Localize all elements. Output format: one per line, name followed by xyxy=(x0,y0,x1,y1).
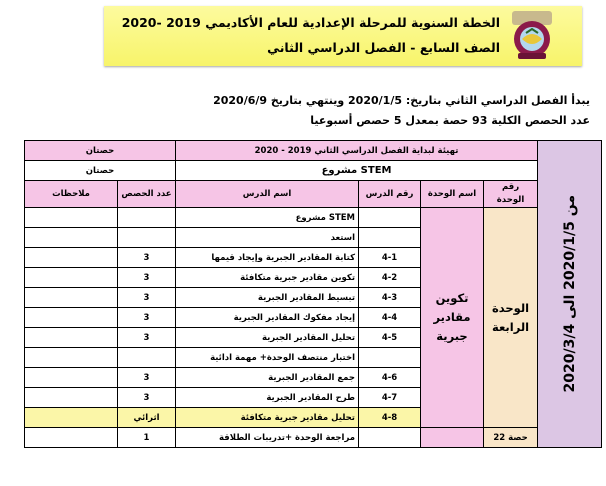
header-unit-no: رقم الوحدة xyxy=(484,181,538,208)
row-lesson-name: تكوين مقادير جبرية متكافئة xyxy=(176,268,359,288)
row-lesson-name: اختبار منتصف الوحدة+ مهمة ادائية xyxy=(176,348,359,368)
row-lesson-name: كتابة المقادير الجبرية وإيجاد قيمها xyxy=(176,248,359,268)
row-periods: 3 xyxy=(118,288,176,308)
plan-title: الخطة السنوية للمرحلة الإعدادية للعام الأكاديمي 2019 -2020 xyxy=(121,15,500,30)
row-lesson-name: جمع المقادير الجبرية xyxy=(176,368,359,388)
row-lesson-name: مشروع STEM xyxy=(176,208,359,228)
row-lesson-name: استعد xyxy=(176,228,359,248)
row-periods: 3 xyxy=(118,328,176,348)
row-lesson-name: تحليل مقادير جبرية متكافئة xyxy=(176,408,359,428)
row-lesson-name: طرح المقادير الجبرية xyxy=(176,388,359,408)
row-periods xyxy=(118,208,176,228)
row-lesson-name: إيجاد مفكوك المقادير الجبرية xyxy=(176,308,359,328)
date-range: من 2020/1/5 الى 2020/3/4 xyxy=(561,195,578,393)
row-lesson-no: 4-8 xyxy=(359,408,421,428)
row-lesson-no xyxy=(359,348,421,368)
header-lesson-name: اسم الدرس xyxy=(176,181,359,208)
row-lesson-no: 4-2 xyxy=(359,268,421,288)
row-lesson-name: تحليل المقادير الجبرية xyxy=(176,328,359,348)
row-periods: 1 xyxy=(118,428,176,448)
row-lesson-name: مراجعة الوحدة +تدريبات الطلاقة xyxy=(176,428,359,448)
row-lesson-no xyxy=(359,208,421,228)
row-lesson-no xyxy=(359,228,421,248)
row-periods xyxy=(118,348,176,368)
unit-name: تكوين مقادير جبرية xyxy=(433,291,471,343)
ministry-logo-icon xyxy=(506,9,558,61)
row-periods: 3 xyxy=(118,368,176,388)
row-lesson-no: 4-3 xyxy=(359,288,421,308)
table-row xyxy=(25,428,602,448)
header-periods: عدد الحصص xyxy=(118,181,176,208)
term-dates: يبدأ الفصل الدراسي الثاني بتاريخ: 2020/1/5 وينتهي بتاريخ 2020/6/9 xyxy=(213,94,590,107)
grade-term-title: الصف السابع - الفصل الدراسي الثاني xyxy=(267,40,500,55)
row-periods: 3 xyxy=(118,308,176,328)
row-lesson-name: تبسيط المقادير الجبرية xyxy=(176,288,359,308)
row-lesson-no: 4-4 xyxy=(359,308,421,328)
row-periods: 3 xyxy=(118,248,176,268)
row-periods: 3 xyxy=(118,388,176,408)
row-periods xyxy=(118,228,176,248)
header-notes: ملاحظات xyxy=(25,181,118,208)
row-lesson-no: 4-6 xyxy=(359,368,421,388)
stem-periods: حصتان xyxy=(25,161,176,181)
intro-periods: حصتان xyxy=(25,141,176,161)
row-periods: 3 xyxy=(118,268,176,288)
unit-total-periods: 22 حصة xyxy=(484,428,538,448)
stem-title: مشروع STEM xyxy=(176,161,538,181)
unit-no: الوحدة الرابعة xyxy=(491,300,530,334)
row-lesson-no: 4-5 xyxy=(359,328,421,348)
intro-title: تهيئة لبداية الفصل الدراسي الثاني 2019 - 2020 xyxy=(176,141,538,161)
total-periods: عدد الحصص الكلية 93 حصة بمعدل 5 حصص أسبوعيا xyxy=(310,114,590,127)
row-lesson-no: 4-7 xyxy=(359,388,421,408)
header-lesson-no: رقم الدرس xyxy=(359,181,421,208)
header-unit-name: اسم الوحدة xyxy=(421,181,484,208)
table-row xyxy=(25,208,602,228)
row-periods: اثرائي xyxy=(118,408,176,428)
lesson-plan-table xyxy=(24,140,602,448)
row-lesson-no: 4-1 xyxy=(359,248,421,268)
